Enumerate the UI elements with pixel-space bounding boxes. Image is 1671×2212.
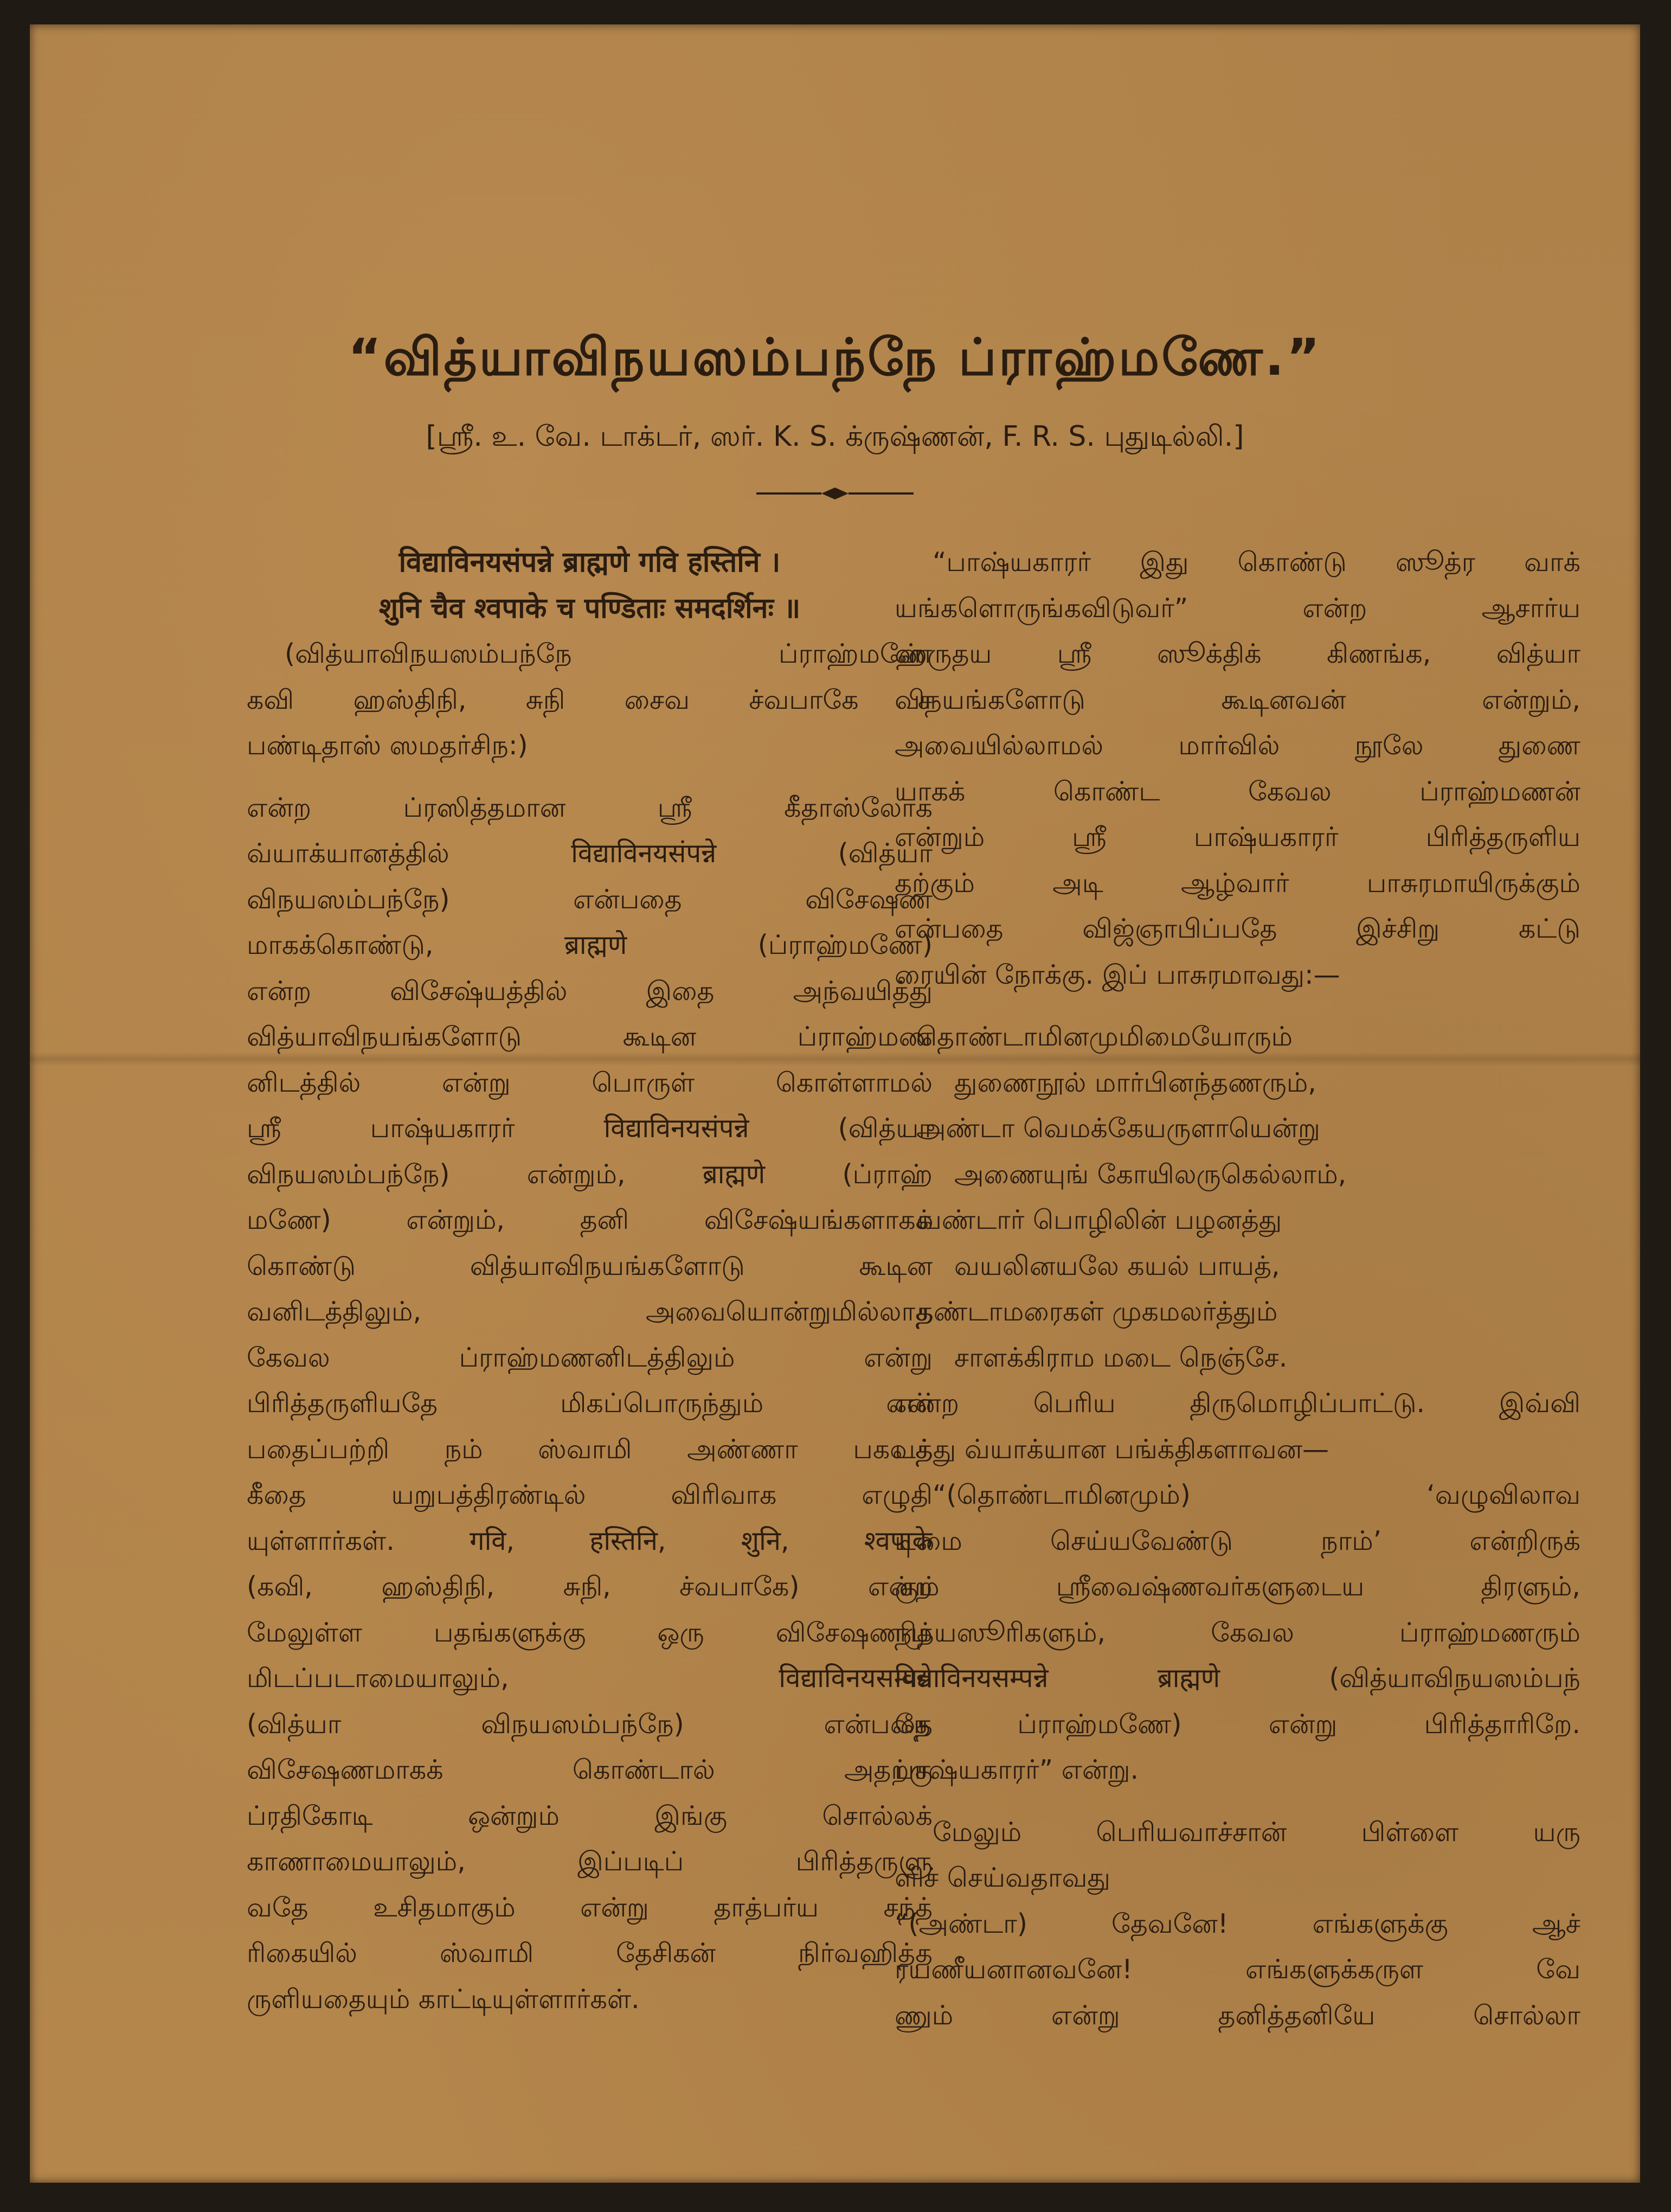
transliteration-line: கவி ஹஸ்திநி, சுநி சைவ ச்வபாகே ச (247, 684, 933, 715)
paragraph-line: என்பதை விஜ்ஞாபிப்பதே இச்சிறு கட்டு (895, 913, 1580, 944)
paragraph-line: “(அண்டா) தேவனே! எங்களுக்கு ஆச் (895, 1908, 1580, 1939)
paragraph-line: ஹ்ருதய ஸ்ரீ ஸூக்திக் கிணங்க, வித்யா (895, 638, 1580, 669)
transliteration-line: (வித்யாவிநயஸம்பந்நே ப்ராஹ்மணே (285, 638, 933, 669)
verse-line: தண்டாமரைகள் முகமலர்த்தும் (916, 1296, 1278, 1327)
paragraph-line: வ்யாக்யானத்தில் विद्याविनयसंपन्ने (வித்யா (247, 838, 933, 869)
verse-line: அணையுங் கோயிலருகெல்லாம், (954, 1158, 1347, 1190)
paragraph-line: டத்து வ்யாக்யான பங்க்திகளாவன— (895, 1433, 1329, 1465)
paragraph-line: டிமை செய்யவேண்டு நாம்’ என்றிருக் (895, 1525, 1580, 1556)
paragraph-line: மேலும் பெரியவாச்சான் பிள்ளை யரு (933, 1816, 1580, 1848)
paragraph-line: நே ப்ராஹ்மணே) என்று பிரித்தாரிறே. (895, 1708, 1580, 1740)
paragraph-line: விசேஷணமாகக் கொண்டால் அதற்கு (247, 1754, 933, 1785)
paragraph-line: காணாமையாலும், இப்படிப் பிரித்தருளு (247, 1846, 933, 1877)
divider-ornament (756, 485, 914, 502)
paragraph-line: ரிகையில் ஸ்வாமி தேசிகன் நிர்வஹித்த (247, 1938, 933, 1969)
document-page (30, 24, 1640, 2183)
paragraph-line: (கவி, ஹஸ்திநி, சுநி, ச்வபாகே) என்ற (247, 1571, 933, 1602)
paragraph-line: பாஷ்யகாரர்” என்று. (895, 1754, 1139, 1785)
verse-line: வண்டார் பொழிலின் பழனத்து (916, 1204, 1282, 1235)
verse-line: அண்டா வெமக்கேயருளாயென்று (916, 1113, 1320, 1144)
paragraph-line: னிடத்தில் என்று பொருள் கொள்ளாமல் (247, 1067, 933, 1098)
author-byline: [ஸ்ரீ. உ. வே. டாக்டர், ஸர். K. S. க்ருஷ்ணன், F. R. S. புதுடில்லி.] (426, 420, 1244, 453)
paragraph-line: ணும் என்று தனித்தனியே சொல்லா (895, 1999, 1580, 2031)
paragraph-line: विद्याविनयसम्पन्ने ब्राह्मणे (வித்யாவிநயஸம்பந் (895, 1663, 1580, 1694)
paragraph-line: கீதை யறுபத்திரண்டில் விரிவாக எழுதி (247, 1479, 933, 1510)
paragraph-line: மிடப்படாமையாலும், विद्याविनयसम्पन्ने (247, 1663, 933, 1694)
paragraph-line: கொண்டு வித்யாவிநயங்களோடு கூடின (247, 1250, 933, 1281)
sanskrit-verse-line: शुनि चैव श्वपाके च पण्डिताः समदर्शिनः ॥ (378, 592, 801, 625)
paragraph-line: கும் ஸ்ரீவைஷ்ணவர்களுடைய திரளும், (895, 1571, 1580, 1602)
right-column (895, 540, 1580, 2038)
verse-line: துணைநூல் மார்பினந்தணரும், (954, 1067, 1316, 1098)
article-title: “வித்யாவிநயஸம்பந்நே ப்ராஹ்மணே.” (348, 328, 1322, 387)
paragraph-line: “(தொண்டாமினமும்) ‘வழுவிலாவ (933, 1479, 1580, 1510)
paragraph-line: நித்யஸூரிகளும், கேவல ப்ராஹ்மணரும் (895, 1617, 1580, 1648)
paragraph-line: ப்ரதிகோடி ஒன்றும் இங்கு சொல்லக் (247, 1800, 933, 1831)
paragraph-line: ஸ்ரீ பாஷ்யகாரர் विद्याविनयसंपन्ने (வித்யா (247, 1113, 933, 1144)
paragraph-line: விநயங்களோடு கூடினவன் என்றும், (895, 684, 1580, 715)
poem-verse (895, 1014, 1580, 1381)
paragraph-line: தற்கும் அடி ஆழ்வார் பாசுரமாயிருக்கும் (895, 867, 1580, 899)
paragraph-line: (வித்யா விநயஸம்பந்நே) என்பதை (247, 1708, 933, 1740)
paragraph-line: விநயஸம்பந்நே) என்பதை விசேஷண (247, 883, 933, 915)
paragraph-line: மாகக்கொண்டு, ब्राह्मणे (ப்ராஹ்மணே) (247, 929, 933, 960)
paragraph-line: யுள்ளார்கள். गवि, हस्तिनि, शुनि, श्वपाके (247, 1525, 933, 1556)
paragraph-line: யாகக் கொண்ட கேவல ப்ராஹ்மணன் (895, 775, 1580, 807)
paragraph-line: ருளியதையும் காட்டியுள்ளார்கள். (247, 1983, 640, 2015)
transliteration-line: பண்டிதாஸ் ஸமதர்சிந:) (247, 730, 528, 761)
paragraph-line: பதைப்பற்றி நம் ஸ்வாமி அண்ணா பகவத் (247, 1433, 933, 1465)
paragraph-line: வனிடத்திலும், அவையொன்றுமில்லாத (247, 1296, 933, 1327)
paragraph-line: யங்களொருங்கவிடுவர்” என்ற ஆசார்ய (895, 592, 1580, 624)
verse-line: தொண்டாமினமுமிமையோரும் (916, 1021, 1293, 1052)
sanskrit-verse-line: विद्याविनयसंपन्ने ब्राह्मणे गवि हस्तिनि । (399, 546, 781, 579)
paragraph-line: வித்யாவிநயங்களோடு கூடின ப்ராஹ்மண (247, 1021, 933, 1052)
verse-line: சாளக்கிராம மடை நெஞ்சே. (954, 1342, 1288, 1373)
paragraph-line: அவையில்லாமல் மார்வில் நூலே துணை (895, 730, 1580, 761)
paragraph-line: வதே உசிதமாகும் என்று தாத்பர்ய சந்த் (247, 1892, 933, 1923)
paragraph-line: “பாஷ்யகாரர் இது கொண்டு ஸூத்ர வாக் (933, 547, 1580, 578)
paragraph-line: மேலுள்ள பதங்களுக்கு ஒரு விசேஷணமு (247, 1617, 933, 1648)
paragraph-line: என்றும் ஸ்ரீ பாஷ்யகாரர் பிரித்தருளிய (895, 822, 1580, 852)
paragraph-line: மணே) என்றும், தனி விசேஷ்யங்களாகக் (247, 1204, 933, 1235)
paragraph-line: ளிச் செய்வதாவது (895, 1862, 1110, 1893)
paragraph-line: என்ற ப்ரஸித்தமான ஸ்ரீ கீதாஸ்லோக (247, 792, 933, 823)
paragraph-line: என்ற விசேஷ்யத்தில் இதை அந்வயித்து (247, 975, 933, 1006)
paragraph-line: ரையின் நோக்கு. இப் பாசுரமாவது:— (895, 959, 1340, 990)
paragraph-line: பிரித்தருளியதே மிகப்பொருந்தும் என் (247, 1388, 933, 1419)
paragraph-line: விநயஸம்பந்நே) என்றும், ब्राह्मणे (ப்ராஹ் (247, 1158, 933, 1190)
paragraph-line: ரயணீயனானவனே! எங்களுக்கருள வே (895, 1954, 1580, 1985)
paragraph-line: கேவல ப்ராஹ்மணனிடத்திலும் என்று (247, 1342, 933, 1373)
verse-line: வயலினயலே கயல் பாயத், (954, 1250, 1280, 1281)
paragraph-line: என்ற பெரிய திருமொழிப்பாட்டு. இவ்வி (895, 1388, 1580, 1419)
left-column (247, 540, 933, 2022)
